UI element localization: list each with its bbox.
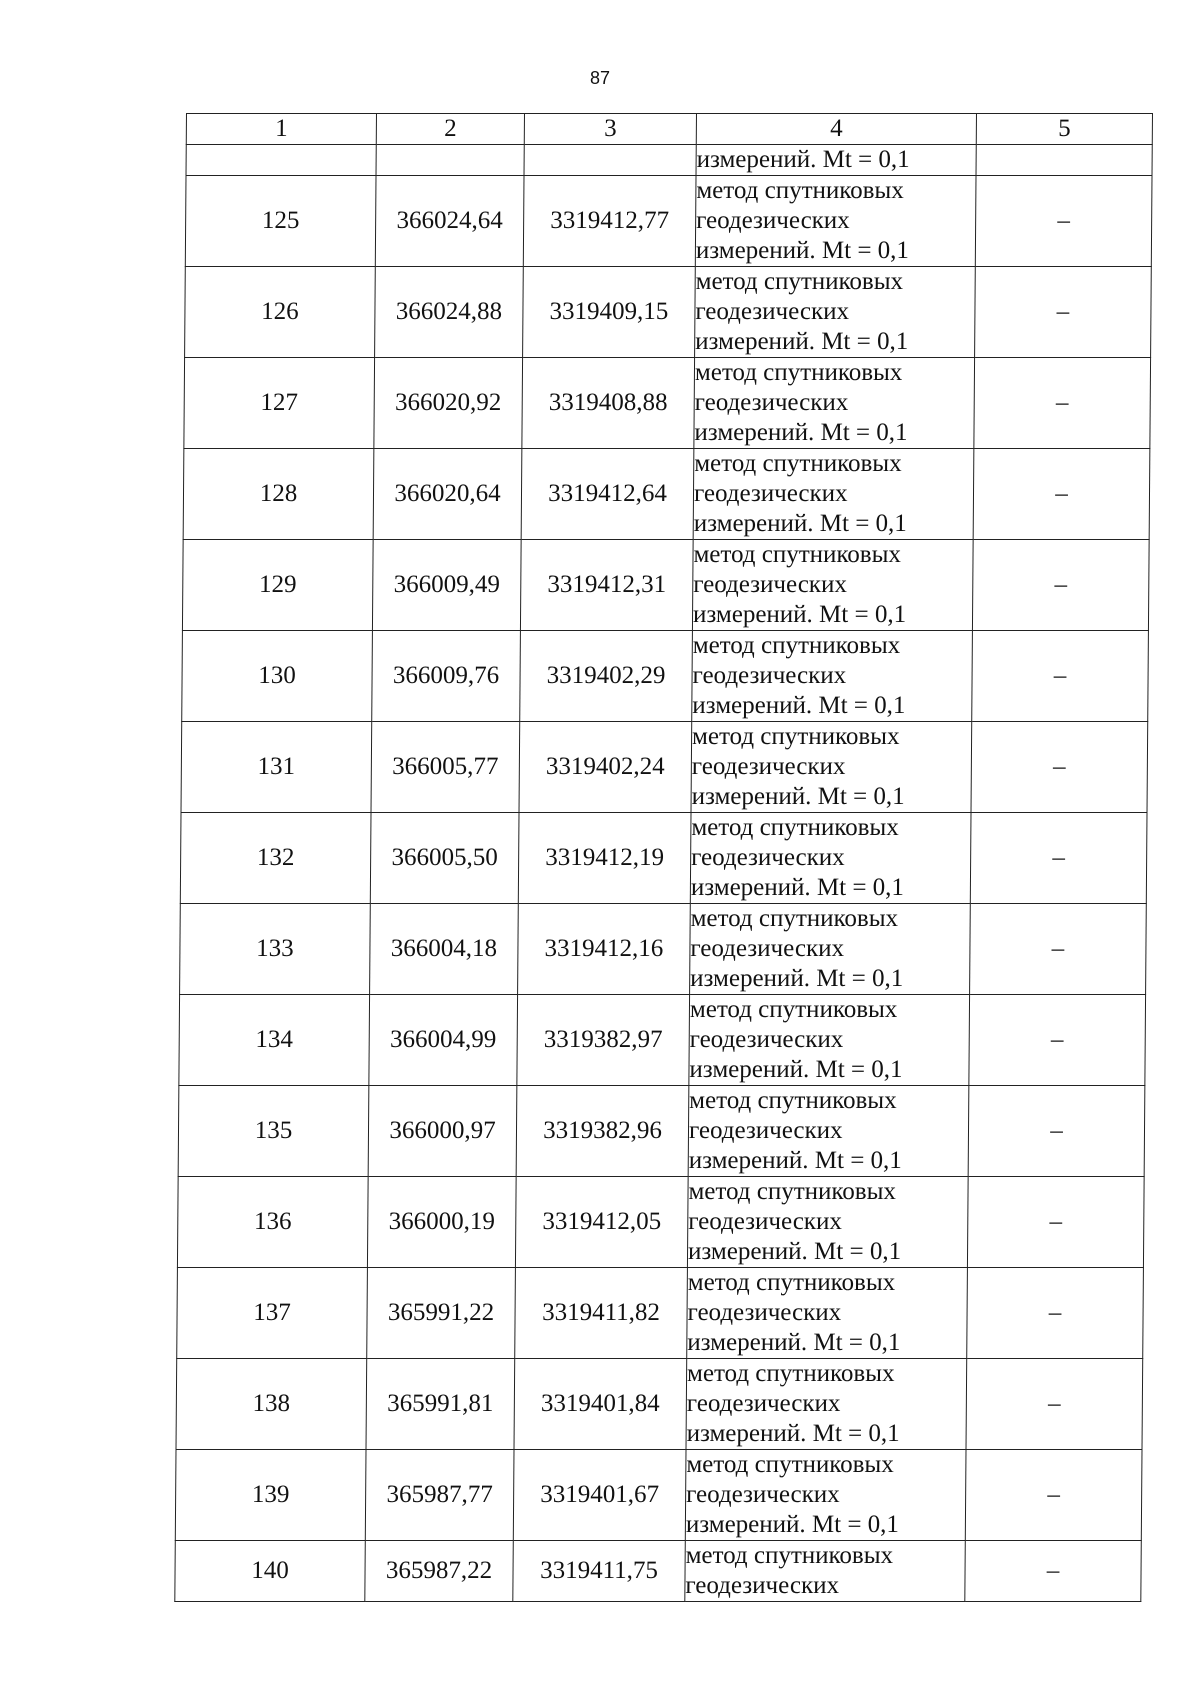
table-row [180,813,1147,904]
method-line: измерений. Mt = 0,1 [687,1329,901,1356]
method-line: измерений. Mt = 0,1 [688,1147,902,1174]
note-cell: – [966,1359,1143,1450]
method-cell [686,1359,967,1450]
coordinates-table [174,113,1153,1602]
y-coordinate-cell: 3319382,96 [516,1086,689,1177]
y-coordinate-cell: 3319412,31 [520,540,693,631]
method-line: измерений. Mt = 0,1 [692,601,907,628]
y-coordinate-cell: 3319412,77 [523,176,696,267]
method-cell [687,1268,968,1359]
method-line: метод спутниковых [689,996,898,1023]
point-number-cell: 136 [177,1177,368,1268]
method-line: метод спутниковых [686,1360,895,1387]
point-number-cell: 128 [183,449,374,540]
method-line: геодезических [686,1481,840,1508]
y-coordinate-cell: 3319411,82 [515,1268,688,1359]
table-row [179,995,1146,1086]
note-cell: – [970,904,1147,995]
x-coordinate-cell: 365991,22 [367,1268,516,1359]
method-line: измерений. Mt = 0,1 [687,1238,902,1265]
x-coordinate-cell: 366024,88 [375,267,524,358]
note-cell: – [969,995,1146,1086]
x-coordinate-cell: 366000,19 [367,1177,516,1268]
method-line: метод спутниковых [691,723,900,750]
point-number-cell: 129 [182,540,373,631]
method-line: метод спутниковых [694,359,903,386]
note-cell: – [967,1268,1144,1359]
page-number: 87 [589,68,611,88]
method-line: геодезических [689,1026,844,1053]
method-line: метод спутниковых [695,268,904,295]
header-row [186,114,1152,145]
point-number-cell: 126 [185,267,376,358]
method-line: измерений. Mt = 0,1 [689,1056,903,1083]
continuation-cell-5 [976,145,1152,176]
method-line: измерений. Mt = 0,1 [685,1511,900,1538]
x-coordinate-cell: 366000,97 [368,1086,517,1177]
note-cell: – [967,1177,1144,1268]
header-cell-5: 5 [976,114,1152,145]
method-line: геодезических [686,1390,841,1417]
continuation-cell-3 [524,145,696,176]
y-coordinate-cell: 3319412,19 [518,813,691,904]
method-line: метод спутниковых [685,1542,894,1569]
table-row [176,1359,1143,1450]
note-cell: – [965,1541,1141,1602]
method-line: геодезических [694,389,849,416]
point-number-cell: 130 [182,631,373,722]
x-coordinate-cell: 365991,81 [366,1359,515,1450]
x-coordinate-cell: 366005,50 [370,813,519,904]
y-coordinate-cell: 3319402,24 [519,722,692,813]
header-cell-4: 4 [696,114,976,145]
x-coordinate-cell: 366024,64 [375,176,524,267]
point-number-cell: 140 [175,1541,365,1602]
method-line: геодезических [695,298,850,325]
note-cell: – [971,722,1148,813]
method-line: измерений. Mt = 0,1 [690,965,904,992]
method-line: геодезических [693,571,847,598]
method-line: измерений. Mt = 0,1 [695,237,910,264]
point-number-cell: 132 [180,813,371,904]
point-number-cell: 125 [185,176,376,267]
note-cell: – [973,449,1150,540]
point-number-cell: 131 [181,722,372,813]
table-row [177,1177,1144,1268]
table-row [183,449,1150,540]
continuation-method-cell: измерений. Mt = 0,1 [696,145,976,176]
table-row [177,1268,1144,1359]
point-number-cell: 133 [180,904,371,995]
method-cell [687,1177,968,1268]
note-cell: – [974,358,1151,449]
method-line: геодезических [687,1299,842,1326]
method-line: метод спутниковых [689,1087,897,1114]
x-coordinate-cell: 366004,18 [370,904,519,995]
header-cell-3: 3 [524,114,696,145]
note-cell: – [965,1450,1142,1541]
x-coordinate-cell: 366020,92 [374,358,523,449]
header-cell-1: 1 [186,114,376,145]
point-number-cell: 134 [179,995,370,1086]
y-coordinate-cell: 3319412,64 [521,449,694,540]
y-coordinate-cell: 3319412,16 [518,904,691,995]
x-coordinate-cell: 366005,77 [371,722,520,813]
method-line: измерений. Mt = 0,1 [691,783,905,810]
x-coordinate-cell: 366004,99 [369,995,518,1086]
note-cell: – [975,176,1152,267]
method-line: измерений. Mt = 0,1 [692,692,906,719]
method-cell [685,1541,965,1602]
x-coordinate-cell: 366009,49 [372,540,521,631]
point-number-cell: 139 [175,1450,366,1541]
method-cell [693,449,974,540]
note-cell: – [972,631,1149,722]
y-coordinate-cell: 3319408,88 [522,358,695,449]
point-number-cell: 137 [177,1268,368,1359]
point-number-cell: 138 [176,1359,367,1450]
method-line: измерений. Mt = 0,1 [695,328,909,355]
y-coordinate-cell: 3319412,05 [515,1177,688,1268]
method-cell [695,267,976,358]
method-line: метод спутниковых [690,905,899,932]
x-coordinate-cell: 366020,64 [373,449,522,540]
note-cell: – [968,1086,1145,1177]
method-cell [692,631,973,722]
method-line: геодезических [685,1572,840,1599]
method-line: измерений. Mt = 0,1 [693,510,907,537]
y-coordinate-cell: 3319411,75 [513,1541,685,1602]
method-line: метод спутниковых [696,177,904,204]
method-cell [688,1086,969,1177]
header-cell-2: 2 [376,114,524,145]
table-row [175,1450,1142,1541]
method-line: геодезических [696,207,850,234]
method-line: метод спутниковых [694,450,902,477]
method-cell [695,176,976,267]
method-line: метод спутниковых [688,1178,897,1205]
y-coordinate-cell: 3319409,15 [523,267,696,358]
method-line: геодезических [688,1117,843,1144]
method-cell [685,1450,966,1541]
method-line: геодезических [692,662,847,689]
method-line: метод спутниковых [686,1451,894,1478]
method-line: геодезических [691,753,846,780]
x-coordinate-cell: 365987,22 [365,1541,513,1602]
y-coordinate-cell: 3319402,29 [520,631,693,722]
method-line: метод спутниковых [691,814,899,841]
table-row [185,267,1152,358]
method-cell [691,722,972,813]
continuation-cell-2 [376,145,524,176]
note-cell: – [970,813,1147,904]
method-line: измерений. Mt = 0,1 [694,419,908,446]
point-number-cell: 135 [178,1086,369,1177]
table-row [182,631,1149,722]
method-cell [692,540,973,631]
table-row [175,1541,1141,1602]
note-cell: – [975,267,1152,358]
method-line: измерений. Mt = 0,1 [686,1420,900,1447]
table-row [185,176,1152,267]
continuation-cell-1 [186,145,376,176]
method-line: метод спутниковых [687,1269,896,1296]
method-cell [690,813,971,904]
table-row [181,722,1148,813]
x-coordinate-cell: 365987,77 [365,1450,514,1541]
method-line: метод спутниковых [692,632,901,659]
method-cell [689,995,970,1086]
method-line: измерений. Mt = 0,1 [690,874,905,901]
y-coordinate-cell: 3319401,84 [514,1359,687,1450]
table-row [180,904,1147,995]
method-line: геодезических [690,935,845,962]
table-row [184,358,1151,449]
method-line: геодезических [693,480,848,507]
method-line: геодезических [688,1208,842,1235]
method-line: геодезических [691,844,845,871]
point-number-cell: 127 [184,358,375,449]
y-coordinate-cell: 3319401,67 [513,1450,686,1541]
method-line: метод спутниковых [693,541,902,568]
x-coordinate-cell: 366009,76 [372,631,521,722]
method-cell [690,904,971,995]
continuation-row [186,145,1152,176]
table-row [182,540,1149,631]
table-row [178,1086,1145,1177]
note-cell: – [972,540,1149,631]
method-cell [694,358,975,449]
y-coordinate-cell: 3319382,97 [517,995,690,1086]
